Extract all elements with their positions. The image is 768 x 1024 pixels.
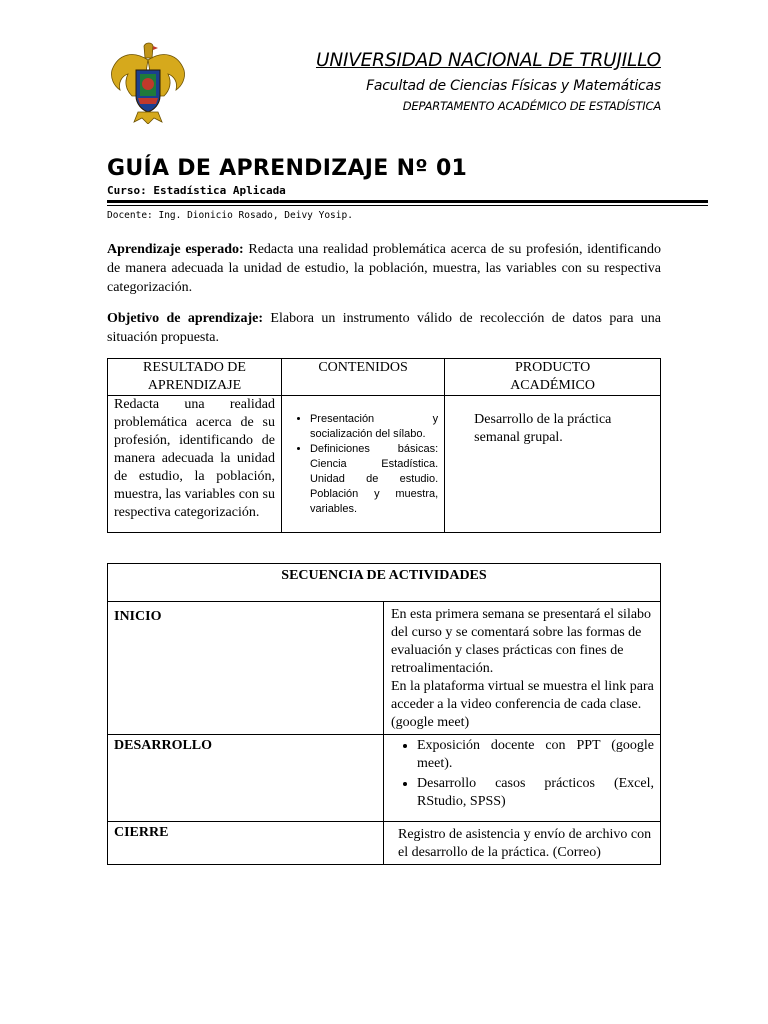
activity-row-inicio [108,602,661,735]
activity-label-desarrollo: DESARROLLO [108,735,384,822]
header-result: RESULTADO DE APRENDIZAJE [108,359,282,396]
expected-learning-text: Redacta una realidad problemática acerca de su profesión, identificando de manera adecuada la unidad de estudio, la población, muestra, las variables con su respectiva categorización. [107,242,662,295]
guide-title: GUÍA DE APRENDIZAJE Nº 01 [107,156,468,181]
learning-table-header-row [108,359,661,396]
activity-bullet: • Exposición docente con PPT (google meet). [417,737,654,773]
product-cell: Desarrollo de la práctica semanal grupal. [445,396,661,533]
contents-cell [281,396,444,533]
learning-objective-paragraph [107,309,661,347]
divider-thin [107,205,708,206]
activity-desc-cierre: Registro de asistencia y envío de archivo con el desarrollo de la práctica. (Correo) [384,822,661,865]
activity-desc-inicio [384,602,661,735]
activity-row-cierre [108,822,661,865]
activity-bullet: • Desarrollo casos prácticos (Excel, RStudio, SPSS) [417,775,654,811]
activities-title-row [108,564,661,602]
activity-desc-line: En esta primera semana se presentará el silabo del curso y se comentará sobre las formas de evaluación y clases prácticas con fines de retroalimentación. [391,607,652,676]
activity-desc-line: En la plataforma virtual se muestra el link para acceder a la video conferencia de cada clase. (google meet) [391,679,654,730]
activity-label-cierre: CIERRE [108,822,384,865]
university-name: UNIVERSIDAD NACIONAL DE TRUJILLO [315,50,661,71]
activities-title: SECUENCIA DE ACTIVIDADES [108,564,661,602]
faculty-name: Facultad de Ciencias Físicas y Matemáticas [366,78,661,94]
divider-thick [107,200,708,203]
activity-bullets [391,737,654,811]
university-crest-logo [108,40,188,124]
expected-learning-label: Aprendizaje esperado: [107,242,244,257]
department-name: DEPARTAMENTO ACADÉMICO DE ESTADÍSTICA [402,99,661,113]
learning-table [107,358,661,533]
contents-item: • Presentación y socialización del sílabo. [310,412,438,442]
activities-table [107,563,661,865]
expected-learning-paragraph [107,240,661,297]
learning-objective-label: Objetivo de aprendizaje: [107,311,264,326]
result-cell: Redacta una realidad problemática acerca de su profesión, identificando de manera adecuada la unidad de estudio, la población, muestra, las variables con su respectiva categorización. [108,396,282,533]
course-name: Curso: Estadística Aplicada [107,184,286,197]
learning-table-row [108,396,661,533]
activity-label-inicio: INICIO [108,602,384,735]
learning-objective-text: Elabora un instrumento válido de recolección de datos para una situación propuesta. [107,311,661,345]
activity-desc-desarrollo [384,735,661,822]
contents-list [288,412,438,517]
contents-item: • Definiciones básicas: Ciencia Estadística. Unidad de estudio. Población y muestra, variables. [310,442,438,517]
activity-row-desarrollo [108,735,661,822]
header-contents: CONTENIDOS [281,359,444,396]
teacher-line: Docente: Ing. Dionicio Rosado, Deivy Yosip. [107,210,353,221]
header-product: PRODUCTO ACADÉMICO [445,359,661,396]
